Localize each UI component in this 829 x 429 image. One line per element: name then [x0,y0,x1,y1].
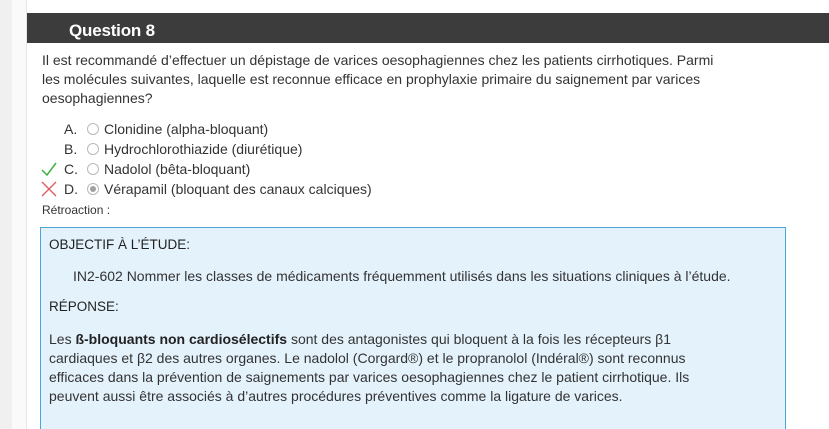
option-label: Vérapamil (bloquant des canaux calciques) [104,181,372,197]
answer-prefix: Les [49,331,76,347]
radio-button[interactable] [87,143,99,155]
objective-heading: OBJECTIF À L’ÉTUDE: [49,237,191,252]
option-letter: C. [64,161,78,177]
answer-heading: RÉPONSE: [49,299,119,314]
radio-button-selected[interactable] [87,183,99,195]
option-letter: B. [64,141,78,157]
feedback-panel [40,227,786,429]
question-header [27,13,829,43]
option-label: Hydrochlorothiazide (diurétique) [104,141,303,157]
answer-text [49,330,729,406]
incorrect-x-icon [40,180,58,198]
radio-button[interactable] [87,123,99,135]
radio-button[interactable] [87,163,99,175]
question-text: Il est recommandé d’effectuer un dépistage de varices oesophagiennes chez les patients cirrhotiques. Parmi les molécules suivantes, laquelle est reconnue efficace en prophylaxie primaire du saignement par varices oesophagiennes? [42,52,714,106]
question-title: Question 8 [69,21,155,40]
page-gutter [0,0,12,429]
option-label: Nadolol (bêta-bloquant) [104,161,251,177]
content-frame-edge [12,0,27,429]
option-label: Clonidine (alpha-bloquant) [104,121,269,137]
option-letter: A. [64,121,78,137]
answer-rest: sont des antagonistes qui bloquent à la fois les récepteurs β1 cardiaques et β2 des autres organes. Le nadolol (Corgard®) et le propranolol (Indéral®) sont reconnus efficaces dans la prévention de saignements par varices oesophagiennes chez le patient cirrhotique. Ils peuvent aussi être associés à d’autres procédures préventives comme la ligature de varices. [49,331,690,404]
option-letter: D. [64,181,78,197]
correct-check-icon [40,160,58,178]
feedback-label: Rétroaction : [42,203,111,217]
objective-text: IN2-602 Nommer les classes de médicaments fréquemment utilisés dans les situations cliniques à l’étude. [73,268,731,284]
answer-bold: ß-bloquants non cardiosélectifs [75,331,288,347]
